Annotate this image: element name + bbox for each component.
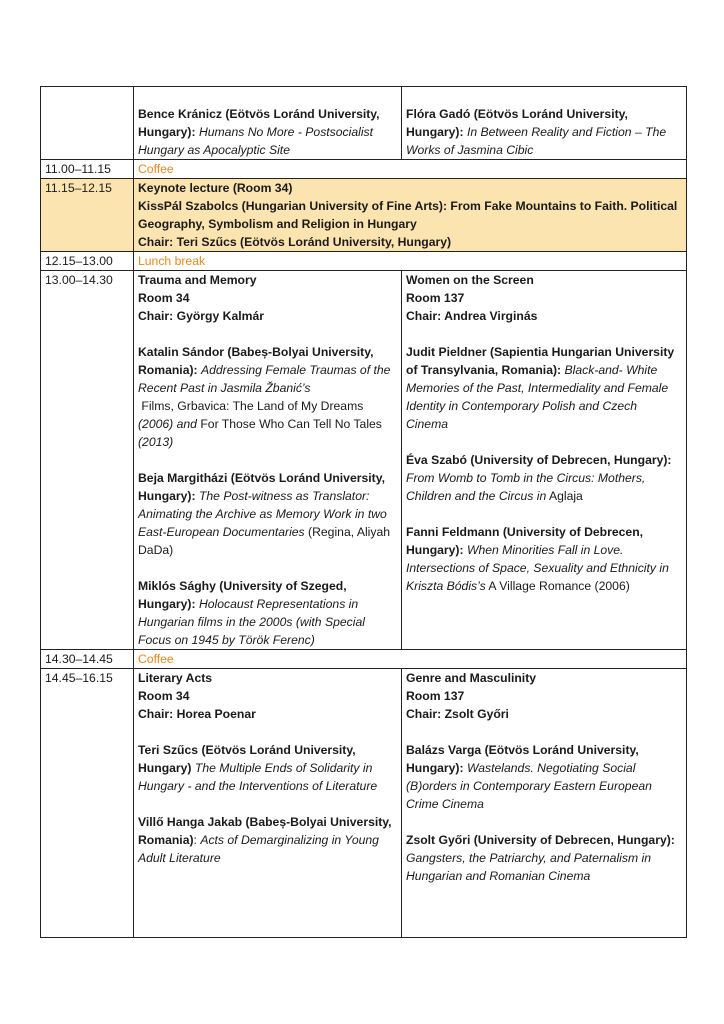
table-row — [41, 87, 687, 160]
session-cell — [134, 271, 402, 650]
time-cell: 12.15–13.00 — [41, 252, 134, 271]
speaker-name: Bence Kránicz (Eötvös Loránd University, Hungary): — [138, 107, 380, 139]
time-cell: 14.30–14.45 — [41, 650, 134, 669]
speaker-name: Balázs Varga (Eötvös Loránd University, Hungary): — [406, 743, 639, 775]
speaker-name: Flóra Gadó (Eötvös Loránd University, Hungary): — [406, 107, 628, 139]
session-title: Trauma and Memory — [138, 273, 257, 287]
time-cell: 13.00–14.30 — [41, 271, 134, 650]
speaker-name: Éva Szabó (University of Debrecen, Hungary): — [406, 453, 672, 467]
keynote-speaker: KissPál Szabolcs (Hungarian University of Fine Arts): From Fake Mountains to Faith. Political Geography, Symbolism and Religion in Hungary — [138, 199, 678, 231]
table-row — [41, 271, 687, 650]
session-room: Room 34 — [138, 291, 190, 305]
session-chair: Chair: György Kalmár — [138, 309, 264, 323]
talk-entry — [406, 831, 682, 885]
session-cell — [402, 271, 687, 650]
session-room: Room 137 — [406, 291, 465, 305]
speaker-name: Beja Margitházi (Eötvös Loránd University, Hungary): — [138, 471, 385, 503]
talk-entry — [138, 813, 397, 867]
session-cell — [134, 87, 402, 160]
session-title: Genre and Masculinity — [406, 671, 537, 685]
talk-title: The Multiple Ends of Solidarity in Hungary - and the Interventions of Literature — [138, 761, 378, 793]
session-room: Room 137 — [406, 689, 465, 703]
speaker-name: Villő Hanga Jakab (Babeș-Bolyai University, Romania) — [138, 815, 392, 847]
program-table — [40, 86, 687, 938]
talk-entry — [138, 577, 397, 649]
session-chair: Chair: Zsolt Győri — [406, 707, 509, 721]
talk-title: Acts of Demarginalizing in Young Adult Literature — [138, 833, 379, 865]
session-cell — [134, 669, 402, 938]
speaker-name: Katalin Sándor (Babeș-Bolyai University, Romania): — [138, 345, 374, 377]
session-cell — [402, 87, 687, 160]
break-label: Lunch break — [134, 252, 687, 271]
talk-title: Wastelands. Negotiating Social (B)orders in Contemporary Eastern European Crime Cinema — [406, 761, 652, 811]
session-chair: Chair: Andrea Virginás — [406, 309, 538, 323]
talk-entry — [138, 741, 397, 795]
talk-title: Holocaust Representations in Hungarian films in the 2000s (with Special Focus on 1945 by Török Ferenc) — [138, 597, 365, 647]
speaker-name: Zsolt Győri (University of Debrecen, Hungary): — [406, 833, 675, 847]
table-row — [41, 160, 687, 179]
talk-title: Black-and- White Memories of the Past, Intermediality and Female Identity in Contemporary Polish and Czech Cinema — [406, 363, 669, 431]
talk-title: In Between Reality and Fiction – The Works of Jasmina Cibic — [406, 125, 667, 157]
table-row — [41, 669, 687, 938]
film-title: Grbavica: The Land of My Dreams — [177, 399, 364, 413]
talk-entry — [406, 451, 682, 505]
time-cell: 11.00–11.15 — [41, 160, 134, 179]
talk-title: From Womb to Tomb in the Circus: Mothers, Children and the Circus in — [406, 471, 646, 503]
talk-title: The Post-witness as Translator: Animating the Archive as Memory Work in two East-European Documentaries — [138, 489, 387, 539]
keynote-heading: Keynote lecture (Room 34) — [138, 181, 293, 195]
talk-title-part: Films, — [141, 399, 174, 413]
session-cell — [402, 669, 687, 938]
session-title: Literary Acts — [138, 671, 213, 685]
time-cell: 11.15–12.15 — [41, 179, 134, 252]
break-label: Coffee — [134, 650, 687, 669]
speaker-name: Teri Szűcs (Eötvös Loránd University, Hungary) — [138, 743, 356, 775]
speaker-name: Miklós Sághy (University of Szeged, Hungary): — [138, 579, 347, 611]
talk-entry — [406, 343, 682, 433]
talk-title: Humans No More - Postsocialist Hungary as Apocalyptic Site — [138, 125, 374, 157]
keynote-chair: Chair: Teri Szűcs (Eötvös Loránd University, Hungary) — [138, 235, 452, 249]
talk-entry — [406, 523, 682, 595]
talk-entry — [138, 469, 397, 559]
time-cell: 14.45–16.15 — [41, 669, 134, 938]
talk-entry — [406, 741, 682, 813]
film-title: For Those Who Can Tell No Tales — [200, 417, 382, 431]
table-row — [41, 650, 687, 669]
talk-title: Addressing Female Traumas of the Recent Past in Jasmila Žbanić’s — [138, 363, 391, 395]
speaker-name: Judit Pieldner (Sapientia Hungarian University of Transylvania, Romania): — [406, 345, 675, 377]
talk-entry — [138, 343, 397, 451]
session-chair: Chair: Horea Poenar — [138, 707, 256, 721]
film-title: Aglaja — [548, 489, 583, 503]
keynote-cell — [134, 179, 687, 252]
session-title: Women on the Screen — [406, 273, 534, 287]
connector-text: and — [176, 417, 197, 431]
time-cell — [41, 87, 134, 160]
session-room: Room 34 — [138, 689, 190, 703]
keynote-row — [41, 179, 687, 252]
film-title: A Village Romance (2006) — [488, 579, 630, 593]
speaker-colon: : — [193, 833, 197, 847]
break-label: Coffee — [134, 160, 687, 179]
talk-title: Gangsters, the Patriarchy, and Paternalism in Hungarian and Romanian Cinema — [406, 851, 651, 883]
film-titles: (Regina, Aliyah DaDa) — [138, 525, 391, 557]
talk-title: When Minorities Fall in Love. Intersections of Space, Sexuality and Ethnicity in Kriszta Bódis’s — [406, 543, 669, 593]
film-year: (2006) — [138, 417, 174, 431]
film-year: (2013) — [138, 435, 174, 449]
speaker-name: Fanni Feldmann (University of Debrecen, Hungary): — [406, 525, 644, 557]
table-row — [41, 252, 687, 271]
